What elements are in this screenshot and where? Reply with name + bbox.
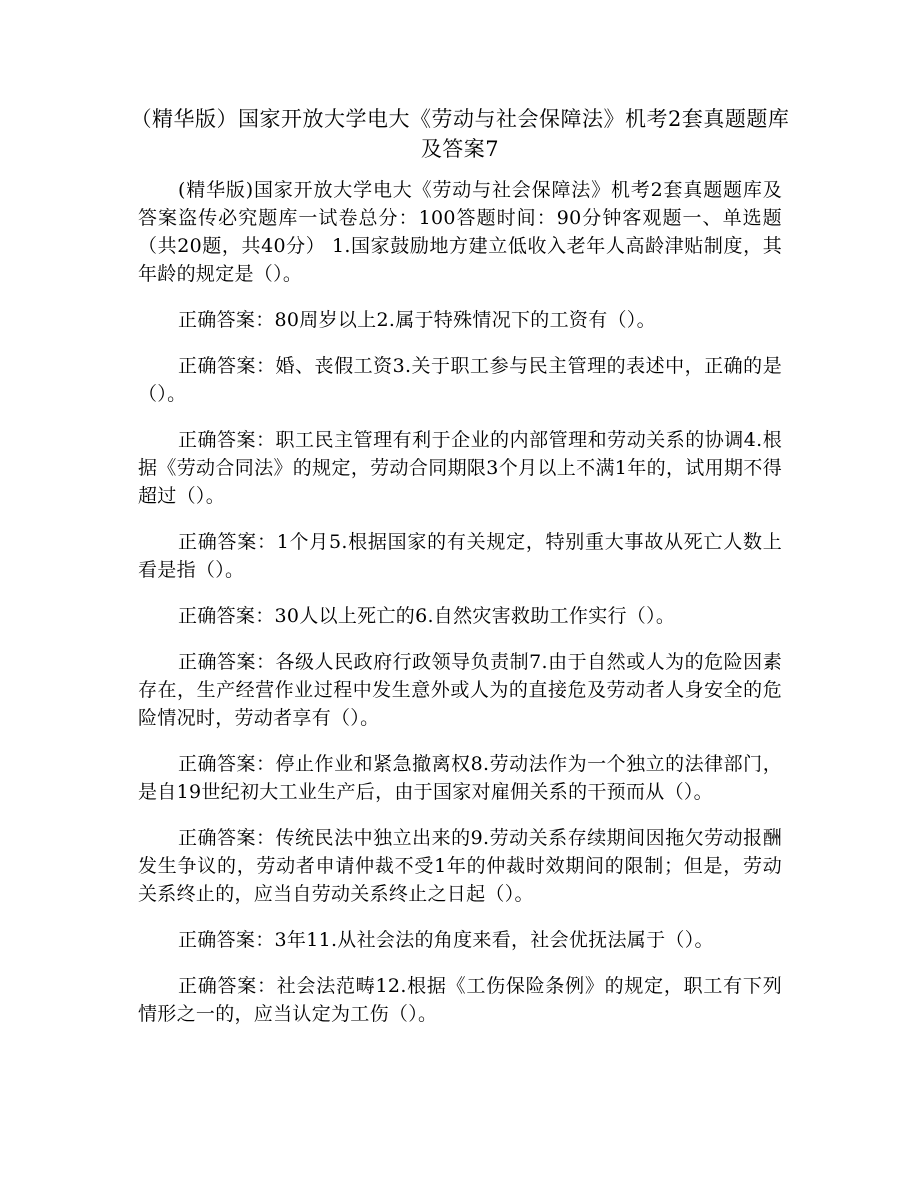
paragraph-answer-5: 正确答案：30人以上死亡的6.自然灾害救助工作实行（）。: [178, 605, 676, 627]
paragraph-answer-7: 正确答案：停止作业和紧急撤离权8.劳动法作为一个独立的法律部门，是自19世纪初大工业生产后，由于国家对雇佣关系的干预而从（）。: [138, 753, 782, 803]
paragraph-answer-1: 正确答案：80周岁以上2.属于特殊情况下的工资有（）。: [178, 309, 656, 331]
paragraph-answer-8: 正确答案：传统民法中独立出来的9.劳动关系存续期间因拖欠劳动报酬发生争议的，劳动者申请仲裁不受1年的仲裁时效期间的限制；但是，劳动关系终止的，应当自劳动关系终止之日起（）。: [138, 827, 782, 905]
paragraph-intro: (精华版)国家开放大学电大《劳动与社会保障法》机考2套真题题库及答案盗传必究题库一试卷总分：100答题时间：90分钟客观题一、单选题（共20题，共40分） 1.国家鼓励地方建立低收入老年人高龄津贴制度，其年龄的规定是（）。: [138, 179, 782, 285]
document-title: （精华版）国家开放大学电大《劳动与社会保障法》机考2套真题题库及答案7: [130, 107, 790, 161]
paragraph-answer-9: 正确答案：3年11.从社会法的角度来看，社会优抚法属于（）。: [178, 929, 714, 951]
paragraph-answer-4: 正确答案：1个月5.根据国家的有关规定，特别重大事故从死亡人数上看是指（）。: [138, 531, 782, 581]
paragraph-answer-3: 正确答案：职工民主管理有利于企业的内部管理和劳动关系的协调4.根据《劳动合同法》的规定，劳动合同期限3个月以上不满1年的，试用期不得超过（）。: [138, 429, 782, 507]
paragraph-answer-10: 正确答案：社会法范畴12.根据《工伤保险条例》的规定，职工有下列情形之一的，应当认定为工伤（）。: [138, 975, 782, 1025]
document-body: [138, 176, 782, 1046]
paragraph-answer-2: 正确答案：婚、丧假工资3.关于职工参与民主管理的表述中，正确的是（）。: [138, 355, 782, 405]
paragraph-answer-6: 正确答案：各级人民政府行政领导负责制7.由于自然或人为的危险因素存在，生产经营作业过程中发生意外或人为的直接危及劳动者人身安全的危险情况时，劳动者享有（）。: [138, 651, 782, 729]
